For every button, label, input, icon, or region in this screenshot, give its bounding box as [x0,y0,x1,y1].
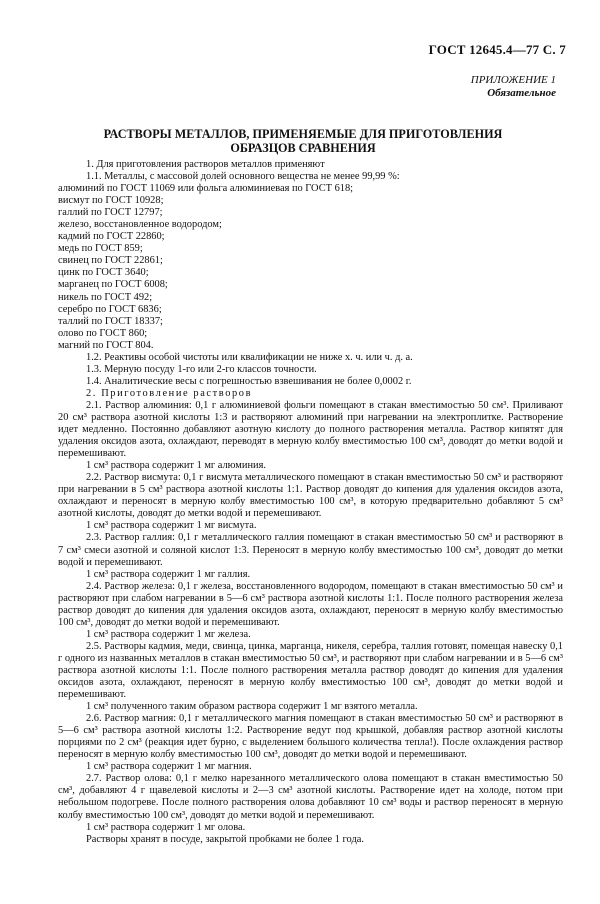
metal-list-item: алюминий по ГОСТ 11069 или фольга алюминиевая по ГОСТ 618; [58,183,354,195]
clause-1-1: 1.1. Металлы, с массовой долей основного вещества не менее 99,99 %: [86,171,400,183]
clause-2-1-text-a: 2.1. Раствор алюминия: 0,1 г алюминиевой фольги помещают в стакан вместимостью 50 см [86,399,504,411]
metal-list-item: серебро по ГОСТ 6836; [58,303,162,315]
metal-list-item: железо, восстановленное водородом; [58,219,222,231]
clause-1-4: 1.4. Аналитические весы с погрешностью взвешивания не более 0,0002 г. [86,375,412,387]
document-title [88,127,518,155]
clause-2-2: 2.2. Раствор висмута: 0,1 г висмута металлического помещают в стакан вместимостью 50 см³ и растворяют при нагревании в 5 см³ раствора азотной кислоты 1:1. Раствор доводят до кипения для удаления оксидов азота, охлаждают и переносят в мерную колбу вместимостью 100 см³, в которую предварительно добавляют 5 см³ азотной кислоты, доводят до метки водой и перемешивают. [58,472,563,520]
clause-2-4: 2.4. Раствор железа: 0,1 г железа, восстановленного водородом, помещают в стакан вместимостью 50 см³ и растворяют при слабом нагревании в 5—6 см³ раствора азотной кислоты 1:1. После полного растворения железа раствор доводят до кипения для удаления оксидов азота, охлаждают, переносят в мерную колбу вместимостью 100 см³, доводят до метки водой и перемешивают. [58,580,563,628]
metal-list-item: медь по ГОСТ 859; [58,243,143,255]
metal-list-item: марганец по ГОСТ 6008; [58,279,168,291]
clause-2-heading [58,388,563,400]
metal-list-item: висмут по ГОСТ 10928; [58,195,164,207]
clause-2-1 [58,400,563,460]
storage-note: Растворы хранят в посуде, закрытой пробками не более 1 года. [86,833,364,845]
concentration-note: 1 см³ раствора содержит 1 мг железа. [86,628,251,640]
metal-list-item: кадмий по ГОСТ 22860; [58,231,165,243]
clause-1-3: 1.3. Мерную посуду 1-го или 2-го классов точности. [86,363,317,375]
clause-1-2: 1.2. Реактивы особой чистоты или квалификации не ниже х. ч. или ч. д. а. [86,351,413,363]
clause-2-1-text-c: ³ раствора азотной кислоты 1:3 и растворяют алюминий при нагревании на электроплитке. Растворение идет медленно. Постоянно добавляют азотную кислоту до полного растворения металла. Раствор кипятят для удаления оксидов азота, охлаждают, переводят в мерную колбу вместимостью 100 см [58,411,563,448]
metal-list-item: свинец по ГОСТ 22861; [58,255,163,267]
appendix-title: ПРИЛОЖЕНИЕ 1 [470,74,556,86]
title-line-2: ОБРАЗЦОВ СРАВНЕНИЯ [230,141,376,155]
clause-2-1-text-b: ³. Приливают 20 см [58,399,563,423]
clause-2-6: 2.6. Раствор магния: 0,1 г металлического магния помещают в стакан вместимостью 50 см³ и растворяют в 5—6 см³ раствора азотной кислоты 1:2. Растворение ведут под крышкой, добавляя раствор азотной кислоты порциями по 2 см³ (реакция идет бурно, с выделением большого количества тепла!). После охлаждения раствор переносят в мерную колбу вместимостью 100 см³, доводят до метки водой и перемешивают. [58,713,563,761]
title-line-1: РАСТВОРЫ МЕТАЛЛОВ, ПРИМЕНЯЕМЫЕ ДЛЯ ПРИГОТОВЛЕНИЯ [103,127,503,141]
concentration-note: 1 см³ раствора содержит 1 мг висмута. [86,520,257,532]
metal-list-item: олово по ГОСТ 860; [58,327,148,339]
metal-list-item: никель по ГОСТ 492; [58,291,153,303]
metal-list-item: магний по ГОСТ 804. [58,339,154,351]
concentration-note: 1 см³ раствора содержит 1 мг алюминия. [86,460,266,472]
concentration-note: 1 см³ раствора содержит 1 мг олова. [86,821,246,833]
appendix-label [471,74,556,100]
concentration-note: 1 см³ раствора содержит 1 мг галлия. [86,568,251,580]
concentration-note: 1 см³ полученного таким образом раствора содержит 1 мг взятого металла. [86,701,418,713]
metal-list-item: таллий по ГОСТ 18337; [58,315,163,327]
clause-2-1-text-d: ³, доводят до метки водой и перемешивают. [58,436,563,460]
clause-2-7: 2.7. Раствор олова: 0,1 г мелко нарезанного металлического олова помещают в стакан вместимостью 50 см³, добавляют 4 г щавелевой кислоты и 2—3 см³ азотной кислоты. Растворение идет на холоде, потом при небольшом подогреве. После полного растворения олова добавляют 10 см³ воды и раствор переносят в мерную колбу вместимостью 100 см³, доводят до метки водой и перемешивают. [58,773,563,821]
metal-list-item: галлий по ГОСТ 12797; [58,207,163,219]
concentration-note: 1 см³ раствора содержит 1 мг магния. [86,761,252,773]
clause-2-5: 2.5. Растворы кадмия, меди, свинца, цинка, марганца, никеля, серебра, таллия готовят, помещая навеску 0,1 г одного из названных металлов в стакан вместимостью 50 см³, и растворяют при слабом нагревании и в 5—6 см³ раствора азотной кислоты 1:1. После полного растворения металла раствор доводят до кипения для удаления оксидов азота, охлаждают, переносят в мерную колбу вместимостью 100 см³, доводят до метки водой и перемешивают. [58,640,563,701]
clause-1: 1. Для приготовления растворов металлов применяют [86,159,325,170]
metal-list-item: цинк по ГОСТ 3640; [58,267,149,279]
document-body [58,159,563,846]
appendix-status: Обязательное [487,87,556,99]
standard-number: ГОСТ 12645.4—77 С. 7 [428,42,566,57]
clause-2-heading-text: 2. Приготовление растворов [86,387,253,399]
clause-2-3: 2.3. Раствор галлия: 0,1 г металлического галлия помещают в стакан вместимостью 50 см³ и растворяют в 7 см³ смеси азотной и соляной кислот 1:3. Переносят в мерную колбу вместимостью 100 см³, доводят до метки водой и перемешивают. [58,532,563,568]
